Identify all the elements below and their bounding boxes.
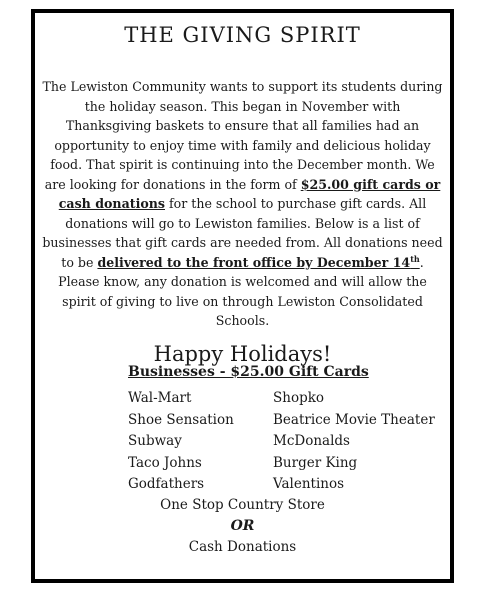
body-emphasis-gift-cards: $25.00 gift cards or cash donations <box>58 176 441 211</box>
flyer-title: THE GIVING SPIRIT <box>124 23 361 47</box>
business-item: McDonalds <box>273 433 350 449</box>
business-item: Valentinos <box>273 476 345 492</box>
or-separator: OR <box>230 518 255 534</box>
deadline-ordinal: th <box>410 253 420 264</box>
holiday-greeting: Happy Holidays! <box>153 341 332 366</box>
business-extra: One Stop Country Store <box>160 497 325 513</box>
business-item: Taco Johns <box>128 454 202 471</box>
body-part-1: The Lewiston Community wants to support its students during the holiday season. This began in November with Thanksgiving baskets to ensure that all families had an opportunity to enjoy time with family and delicious holiday food. That spirit is continuing into the December month. We are looking for donations in the form of <box>42 79 443 192</box>
business-heading: Businesses - $25.00 Gift Cards <box>128 364 369 380</box>
business-item: Godfathers <box>128 476 205 492</box>
business-item: Wal-Mart <box>128 390 192 406</box>
business-item: Shopko <box>273 390 325 406</box>
business-section <box>35 0 450 600</box>
body-part-2: for the school to purchase gift cards. All donations will go to Lewiston families. Below is a list of businesses that gift cards are needed from. All donations need to be <box>42 196 443 270</box>
deadline-text: delivered to the front office by December 14 <box>97 254 411 270</box>
business-item: Beatrice Movie Theater <box>273 411 435 428</box>
business-item: Burger King <box>273 454 358 471</box>
business-list <box>128 388 443 496</box>
business-item: Subway <box>128 433 182 449</box>
body-part-3: . Please know, any donation is welcomed and will allow the spirit of giving to live on through Lewiston Consolidated Schools. <box>58 254 427 328</box>
cash-donations: Cash Donations <box>188 539 297 555</box>
business-item: Shoe Sensation <box>128 411 234 428</box>
